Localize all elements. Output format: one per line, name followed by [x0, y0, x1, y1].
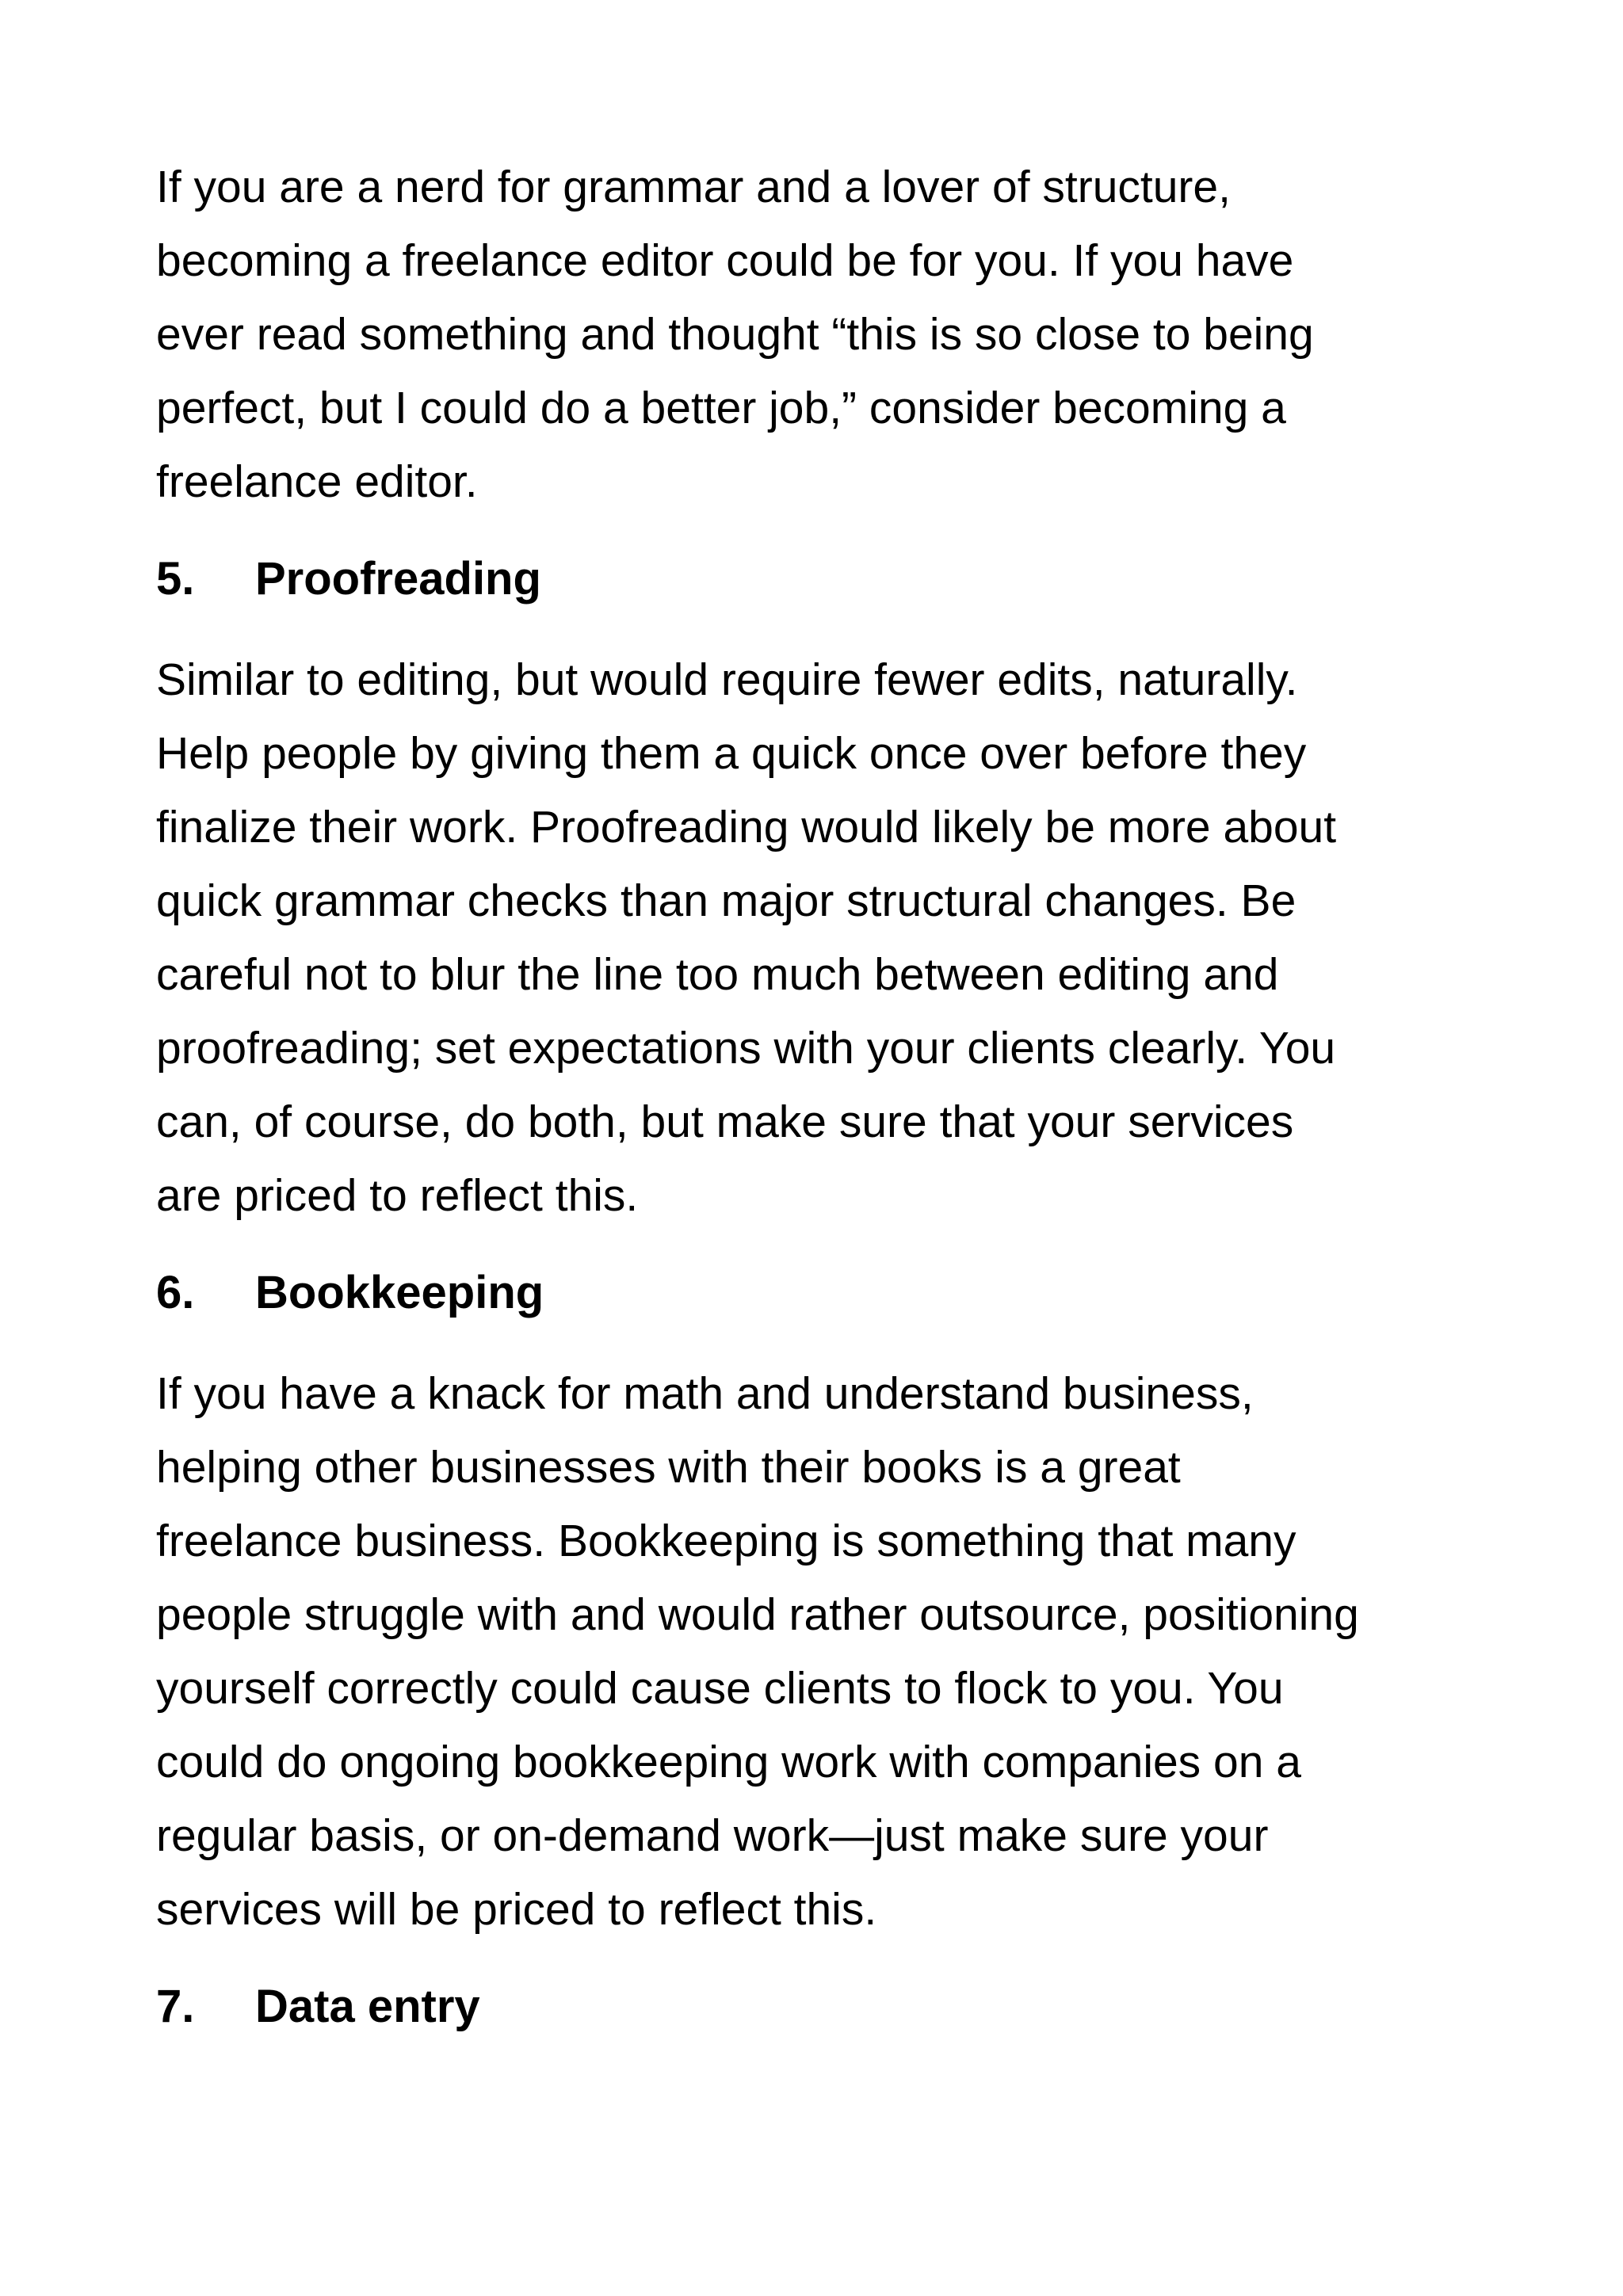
- text-line: becoming a freelance editor could be for you. If you have: [156, 235, 1294, 286]
- text-line: perfect, but I could do a better job,” consider becoming a: [156, 383, 1286, 433]
- bookkeeping-paragraph: [156, 1357, 1487, 1947]
- text-line: are priced to reflect this.: [156, 1170, 639, 1221]
- text-line: careful not to blur the line too much between editing and: [156, 949, 1279, 1000]
- intro-paragraph: [156, 151, 1487, 519]
- text-line: proofreading; set expectations with your clients clearly. You: [156, 1023, 1336, 1074]
- text-line: quick grammar checks than major structural changes. Be: [156, 875, 1296, 926]
- text-line: ever read something and thought “this is so close to being: [156, 309, 1314, 360]
- proofreading-paragraph: [156, 643, 1487, 1233]
- text-line: freelance business. Bookkeeping is something that many: [156, 1516, 1296, 1566]
- text-line: yourself correctly could cause clients to flock to you. You: [156, 1663, 1284, 1714]
- section-heading-proofreading: [156, 547, 1487, 611]
- text-line: regular basis, or on-demand work—just make sure your: [156, 1810, 1269, 1861]
- text-line: finalize their work. Proofreading would likely be more about: [156, 802, 1337, 852]
- text-line: people struggle with and would rather outsource, positioning: [156, 1589, 1359, 1640]
- text-line: services will be priced to reflect this.: [156, 1884, 877, 1935]
- section-title: Bookkeeping: [255, 1267, 544, 1318]
- section-heading-data-entry: [156, 1975, 1487, 2039]
- document-body: [156, 151, 1487, 2039]
- section-heading-bookkeeping: [156, 1261, 1487, 1325]
- text-line: can, of course, do both, but make sure that your services: [156, 1097, 1294, 1147]
- text-line: If you are a nerd for grammar and a lover of structure,: [156, 162, 1231, 212]
- text-line: helping other businesses with their books is a great: [156, 1442, 1181, 1493]
- section-title: Proofreading: [255, 553, 541, 605]
- section-number: 6.: [156, 1267, 195, 1318]
- section-number: 5.: [156, 553, 195, 605]
- text-line: Help people by giving them a quick once over before they: [156, 728, 1307, 779]
- section-title: Data entry: [255, 1981, 480, 2032]
- text-line: If you have a knack for math and understand business,: [156, 1368, 1254, 1419]
- text-line: freelance editor.: [156, 456, 478, 507]
- text-line: could do ongoing bookkeeping work with companies on a: [156, 1737, 1301, 1787]
- section-number: 7.: [156, 1981, 195, 2032]
- text-line: Similar to editing, but would require fewer edits, naturally.: [156, 654, 1298, 705]
